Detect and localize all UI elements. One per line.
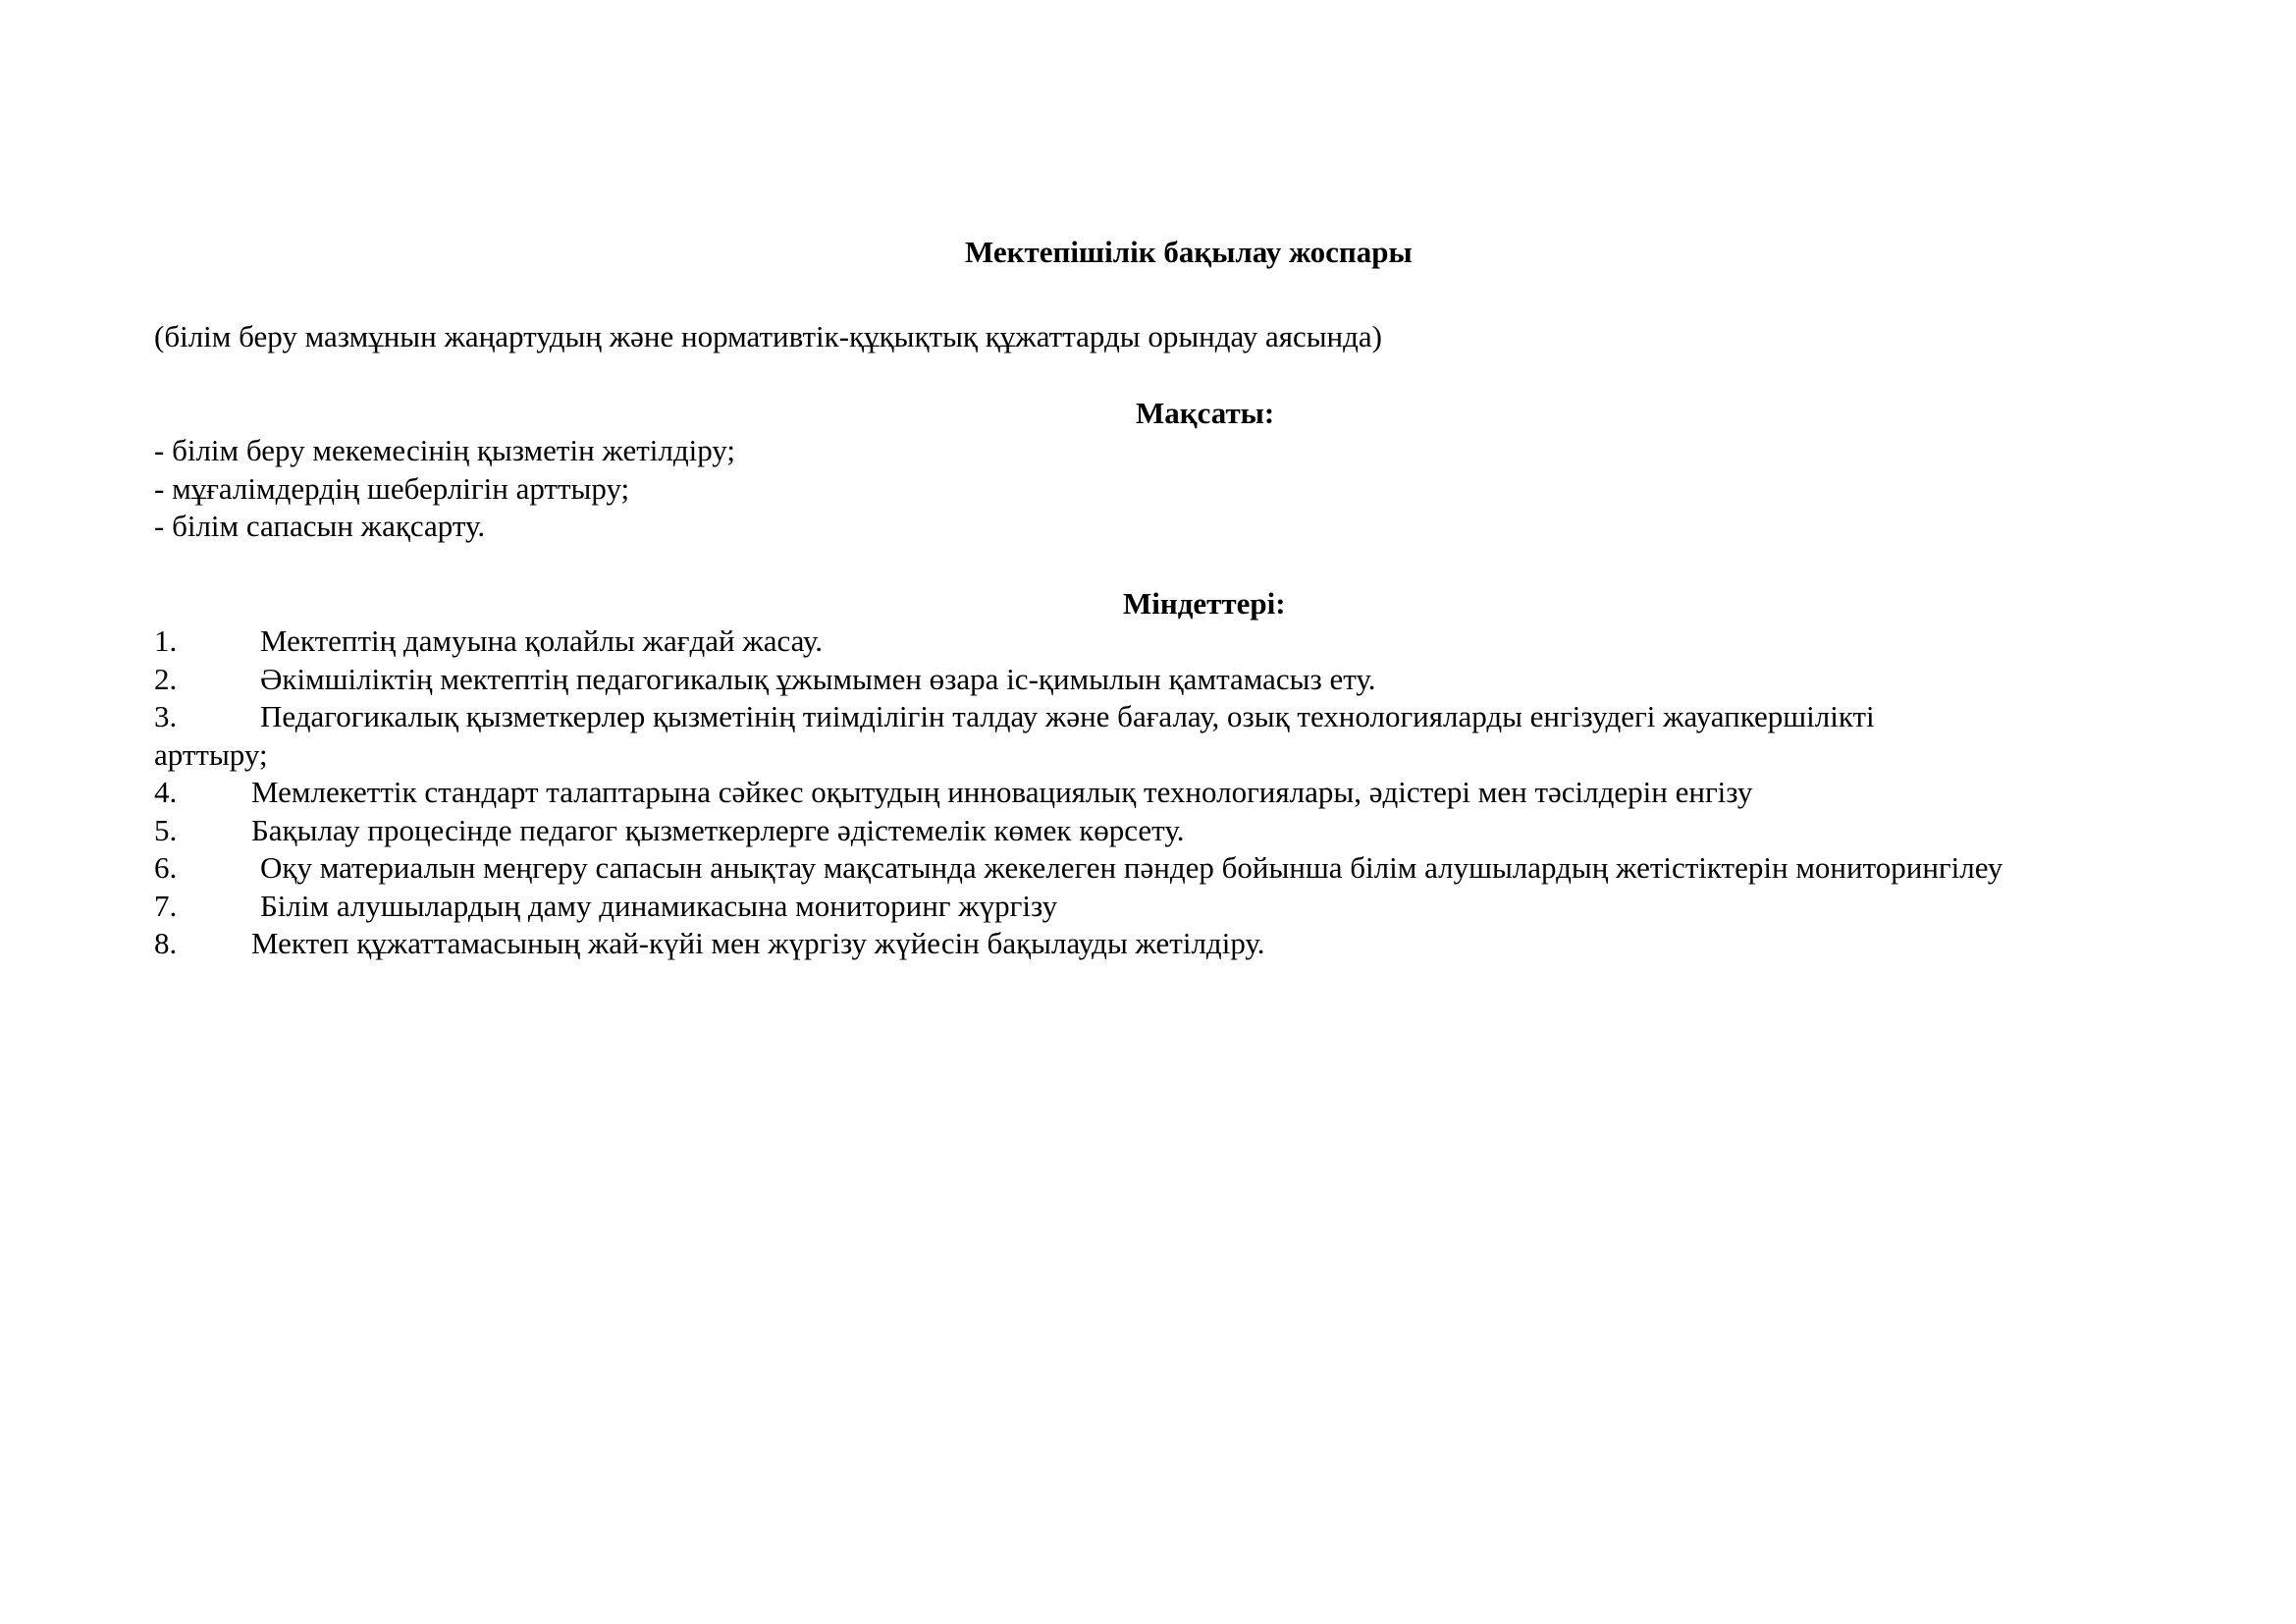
task-number: 1. [154,623,178,658]
task-number: 8. [154,926,178,960]
task-text: Әкімшіліктің мектептің педагогикалық ұжымымен өзара іс-қимылын қамтамасыз ету. [260,662,1376,696]
task-text: Оқу материалын меңгеру сапасын анықтау мақсатында жекелеген пәндер бойынша білім алушылардың жетістіктерін мониторингілеу [260,850,2003,885]
tasks-heading: Міндеттері: [1123,586,1286,621]
task-text: Мектептің дамуына қолайлы жағдай жасау. [260,623,823,658]
task-text: Мемлекеттік стандарт талаптарына сәйкес оқытудың инновациялық технологиялары, әдістері мен тәсілдерін енгізу [251,775,1753,809]
task-number: 7. [154,889,178,923]
task-number: 6. [154,850,178,885]
document-title: Мектепішілік бақылау жоспары [965,235,1413,269]
task-text: Педагогикалық қызметкерлер қызметінің тиімділігін талдау және бағалау, озық технологияларды енгізудегі жауапкершілікті [260,699,1875,733]
goals-heading: Мақсаты: [1136,396,1275,430]
task-text-continuation: арттыру; [154,737,268,772]
goal-item: - білім беру мекемесінің қызметін жетілдіру; [154,433,736,467]
document-subtitle: (білім беру мазмұнын жаңартудың және нормативтік-құқықтық құжаттарды орындау аясында) [154,319,1383,353]
task-number: 5. [154,813,178,847]
task-number: 3. [154,699,178,733]
task-number: 4. [154,775,178,809]
task-text: Бақылау процесінде педагог қызметкерлерге әдістемелік көмек көрсету. [251,813,1185,847]
task-text: Мектеп құжаттамасының жай-күйі мен жүргізу жүйесін бақылауды жетілдіру. [251,926,1265,960]
task-number: 2. [154,662,178,696]
goal-item: - мұғалімдердің шеберлігін арттыру; [154,471,630,506]
task-text: Білім алушылардың даму динамикасына мониторинг жүргізу [260,889,1058,923]
goal-item: - білім сапасын жақсарту. [154,509,486,543]
